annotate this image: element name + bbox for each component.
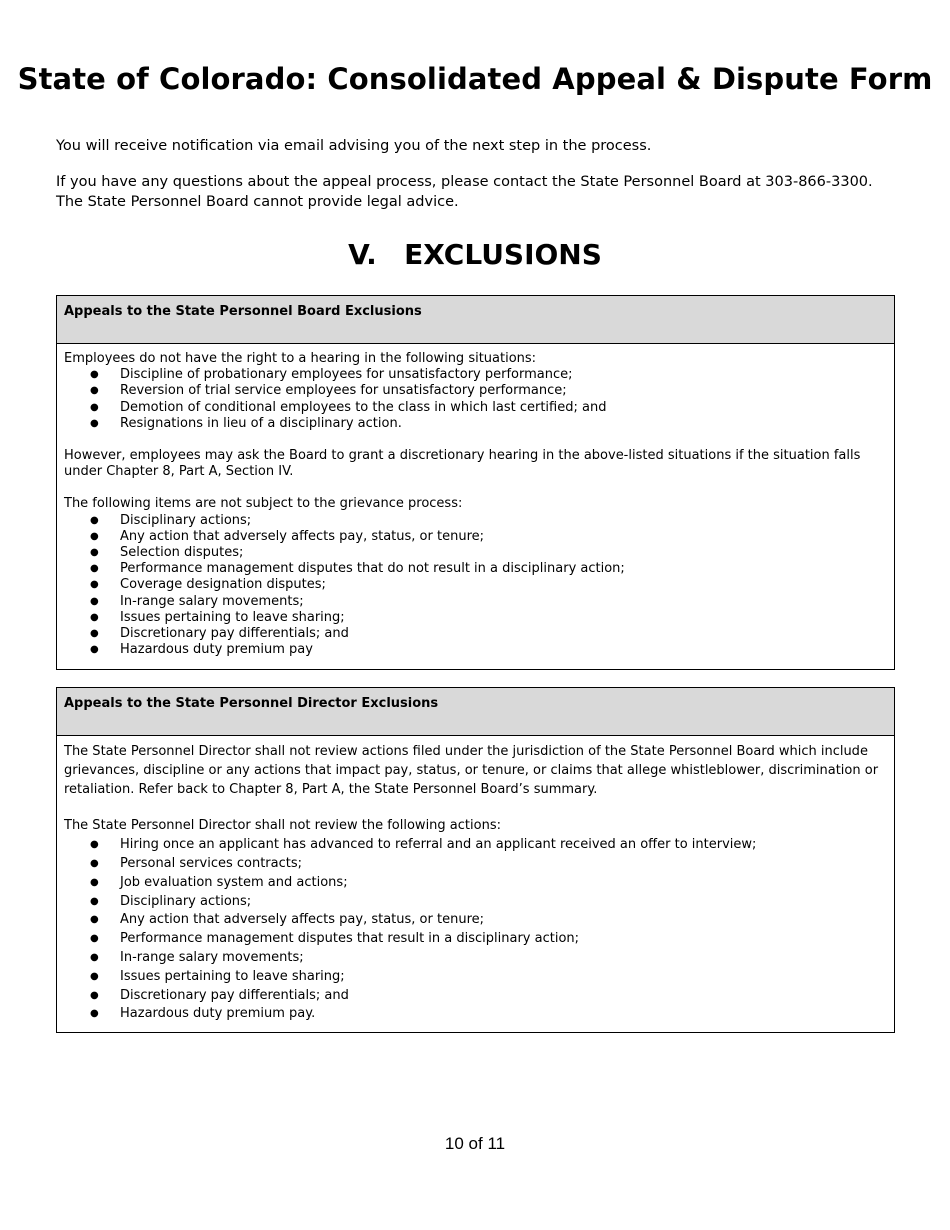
bullet-icon: ● bbox=[90, 876, 99, 888]
bullet-icon: ● bbox=[90, 385, 99, 397]
list-item bbox=[64, 893, 887, 912]
director-exclusions-box bbox=[56, 687, 895, 1033]
list-item-text: Hiring once an applicant has advanced to referral and an applicant received an offer to interview; bbox=[120, 837, 757, 853]
list-item bbox=[64, 400, 887, 416]
list-item bbox=[64, 416, 887, 432]
list-item bbox=[64, 577, 887, 593]
bullet-icon: ● bbox=[90, 951, 99, 963]
bullet-icon: ● bbox=[90, 989, 99, 1001]
list-item-text: Reversion of trial service employees for unsatisfactory performance; bbox=[120, 383, 567, 399]
bullet-icon: ● bbox=[90, 1008, 99, 1020]
list-item bbox=[64, 529, 887, 545]
list-item bbox=[64, 1005, 887, 1024]
bullet-icon: ● bbox=[90, 611, 99, 623]
list-item bbox=[64, 513, 887, 529]
hearing-intro: Employees do not have the right to a hearing in the following situations: bbox=[64, 351, 537, 366]
list-item bbox=[64, 561, 887, 577]
bullet-icon: ● bbox=[90, 857, 99, 869]
grievance-intro: The following items are not subject to the grievance process: bbox=[64, 496, 463, 512]
list-item-text: Discipline of probationary employees for unsatisfactory performance; bbox=[120, 367, 573, 383]
bullet-icon: ● bbox=[90, 563, 99, 575]
section-title: EXCLUSIONS bbox=[404, 238, 602, 271]
bullet-icon: ● bbox=[90, 547, 99, 559]
discretionary-hearing-note: However, employees may ask the Board to grant a discretionary hearing in the above-listed situations if the situation falls under Chapter 8, Part A, Section IV. bbox=[64, 448, 861, 480]
bullet-icon: ● bbox=[90, 530, 99, 542]
bullet-icon: ● bbox=[90, 628, 99, 640]
bullet-icon: ● bbox=[90, 933, 99, 945]
list-item bbox=[64, 911, 887, 930]
list-item-text: Disciplinary actions; bbox=[120, 893, 252, 909]
list-item-text: Issues pertaining to leave sharing; bbox=[120, 968, 345, 984]
grievance-exclusions-list bbox=[64, 513, 887, 659]
board-exclusions-box bbox=[56, 295, 895, 670]
list-item-text: Any action that adversely affects pay, status, or tenure; bbox=[120, 528, 484, 544]
director-list-intro: The State Personnel Director shall not review the following actions: bbox=[64, 818, 501, 834]
list-item bbox=[64, 610, 887, 626]
list-item-text: Discretionary pay differentials; and bbox=[120, 626, 349, 642]
list-item bbox=[64, 383, 887, 399]
list-item-text: In-range salary movements; bbox=[120, 593, 304, 609]
bullet-icon: ● bbox=[90, 514, 99, 526]
bullet-icon: ● bbox=[90, 970, 99, 982]
board-exclusions-body bbox=[57, 344, 894, 658]
bullet-icon: ● bbox=[90, 895, 99, 907]
list-item-text: In-range salary movements; bbox=[120, 949, 304, 965]
director-jurisdiction-paragraph: The State Personnel Director shall not review actions filed under the jurisdiction of the State Personnel Board which include grievances, discipline or any actions that impact pay, status, or tenure, or claims that allege whistleblower, discrimination or retaliation. Refer back to Chapter 8, Part A, the State Personnel Board’s summary. bbox=[64, 744, 879, 797]
list-item bbox=[64, 367, 887, 383]
bullet-icon: ● bbox=[90, 644, 99, 656]
hearing-exclusions-list bbox=[64, 367, 887, 432]
page-number: 10 of 11 bbox=[444, 1134, 506, 1153]
list-item-text: Issues pertaining to leave sharing; bbox=[120, 609, 345, 625]
director-exclusions-body bbox=[57, 736, 894, 1024]
director-exclusions-header: Appeals to the State Personnel Director Exclusions bbox=[57, 688, 894, 736]
list-item bbox=[64, 642, 887, 658]
list-item-text: Performance management disputes that do not result in a disciplinary action; bbox=[120, 561, 625, 577]
bullet-icon: ● bbox=[90, 914, 99, 926]
list-item bbox=[64, 626, 887, 642]
list-item-text: Resignations in lieu of a disciplinary action. bbox=[120, 415, 402, 431]
list-item bbox=[64, 874, 887, 893]
bullet-icon: ● bbox=[90, 369, 99, 381]
list-item bbox=[64, 545, 887, 561]
list-item-text: Hazardous duty premium pay. bbox=[120, 1006, 316, 1022]
section-heading bbox=[0, 238, 950, 271]
bullet-icon: ● bbox=[90, 839, 99, 851]
list-item bbox=[64, 855, 887, 874]
bullet-icon: ● bbox=[90, 579, 99, 591]
list-item bbox=[64, 836, 887, 855]
section-number: V. bbox=[348, 238, 377, 271]
list-item-text: Selection disputes; bbox=[120, 545, 244, 561]
bullet-icon: ● bbox=[90, 417, 99, 429]
bullet-icon: ● bbox=[90, 595, 99, 607]
list-item-text: Job evaluation system and actions; bbox=[120, 874, 348, 890]
list-item-text: Coverage designation disputes; bbox=[120, 577, 326, 593]
list-item-text: Hazardous duty premium pay bbox=[120, 642, 313, 658]
page-title: State of Colorado: Consolidated Appeal & Dispute Form bbox=[17, 62, 933, 96]
list-item bbox=[64, 594, 887, 610]
list-item-text: Disciplinary actions; bbox=[120, 512, 252, 528]
bullet-icon: ● bbox=[90, 401, 99, 413]
list-item bbox=[64, 930, 887, 949]
director-exclusions-list bbox=[64, 836, 887, 1024]
list-item-text: Performance management disputes that result in a disciplinary action; bbox=[120, 931, 580, 947]
list-item-text: Discretionary pay differentials; and bbox=[120, 987, 349, 1003]
list-item-text: Any action that adversely affects pay, status, or tenure; bbox=[120, 912, 484, 928]
contact-paragraph: If you have any questions about the appeal process, please contact the State Personnel Board at 303-866-3300. The State Personnel Board cannot provide legal advice. bbox=[56, 174, 873, 210]
list-item-text: Personal services contracts; bbox=[120, 855, 303, 871]
board-exclusions-header: Appeals to the State Personnel Board Exclusions bbox=[57, 296, 894, 344]
list-item bbox=[64, 949, 887, 968]
list-item-text: Demotion of conditional employees to the class in which last certified; and bbox=[120, 399, 607, 415]
notification-paragraph: You will receive notification via email advising you of the next step in the process. bbox=[56, 138, 652, 154]
list-item bbox=[64, 968, 887, 987]
list-item bbox=[64, 987, 887, 1006]
